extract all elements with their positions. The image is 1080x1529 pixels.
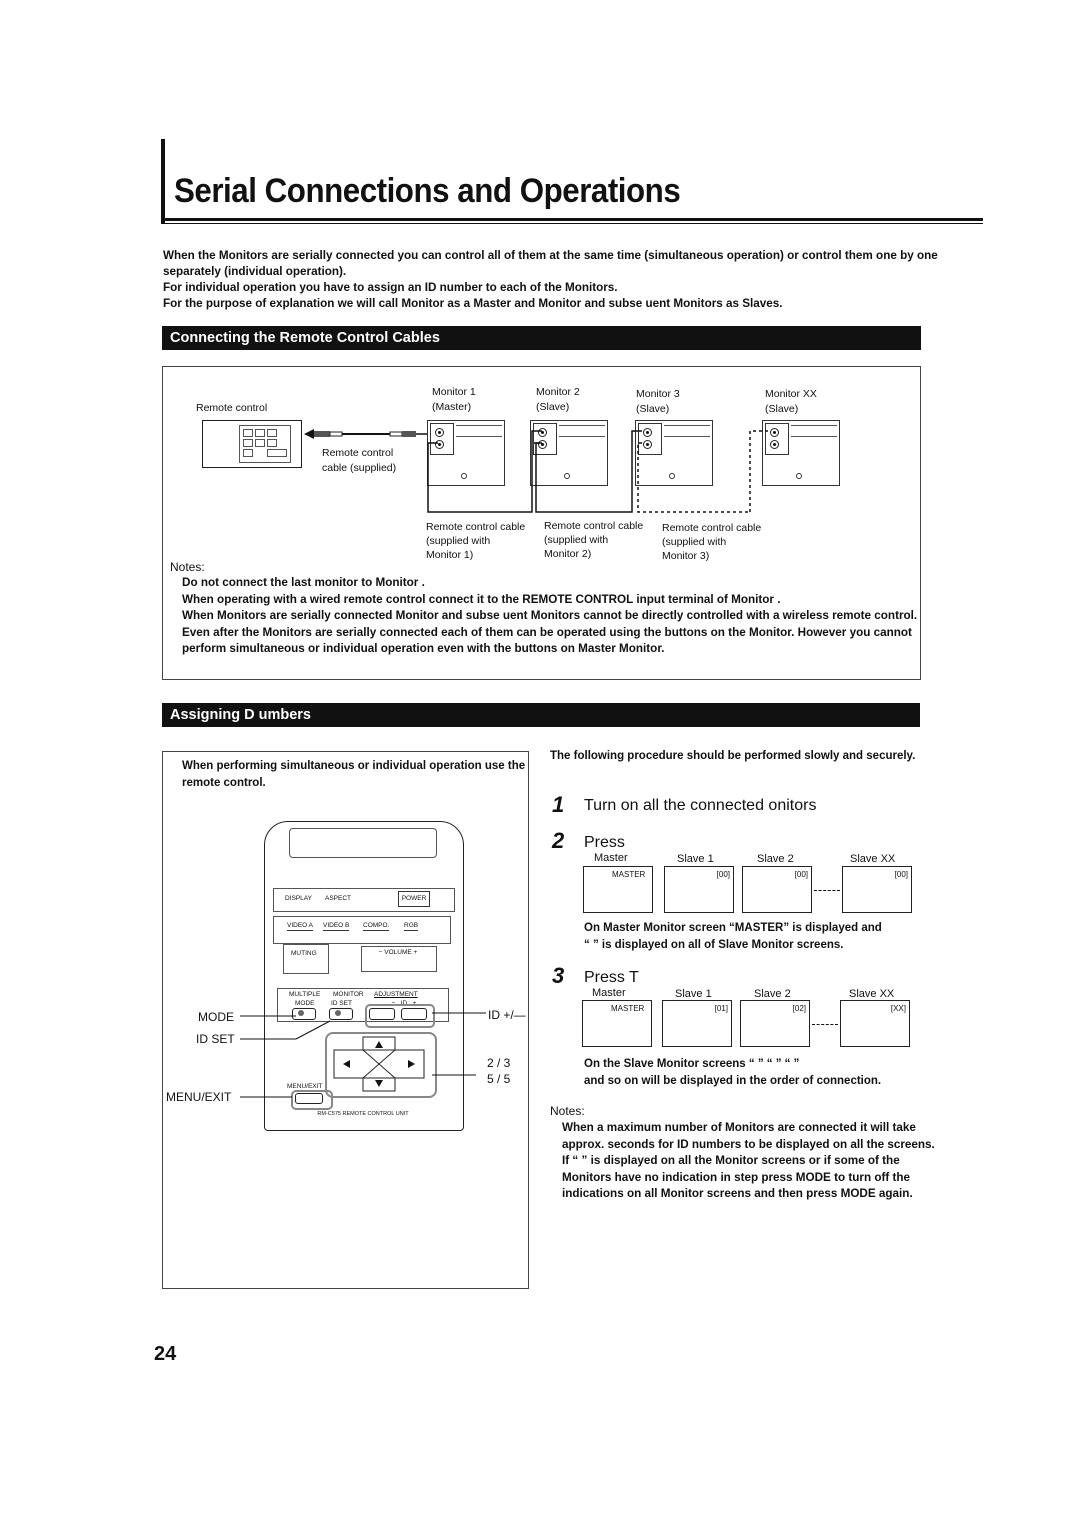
procedure-intro: The following procedure should be performed slowly and securely. — [550, 750, 916, 762]
slave-screen: [02] — [740, 1000, 810, 1047]
assigning-notes — [562, 1120, 947, 1203]
section-heading-connecting: Connecting the Remote Control Cables — [162, 326, 921, 350]
remote-control-drawing — [202, 420, 302, 468]
id-button-label: − ID + — [391, 1000, 417, 1007]
step-text: Press — [584, 834, 625, 851]
menu-exit-callout: MENU/EXIT — [166, 1090, 232, 1104]
slave-screen: [00] — [664, 866, 734, 913]
id-set-callout: ID SET — [196, 1032, 235, 1046]
intro-text — [163, 248, 983, 312]
note-item: Even after the Monitors are serially connected each of them can be operated using the buttons on the Monitor. However you cannot perform simultaneous or individual operation even with the buttons on Master Monitor. — [182, 625, 912, 655]
intro-line: For the purpose of explanation we will call Monitor as a Master and Monitor and subse uent Monitors as Slaves. — [163, 297, 783, 310]
monitor-1-role: (Master) — [432, 401, 472, 413]
slave-screen: [01] — [662, 1000, 732, 1047]
screen-label-slave2: Slave 2 — [757, 853, 794, 865]
screen-label-slave1: Slave 1 — [677, 853, 714, 865]
section-heading-assigning: Assigning D umbers — [162, 703, 920, 727]
monitor-2-role: (Slave) — [536, 401, 570, 413]
group-label-multiple: MULTIPLE — [289, 991, 321, 998]
cable-label: cable (supplied) — [322, 462, 397, 474]
slave-screen: [XX] — [840, 1000, 910, 1047]
monitor-3-label: Monitor 3 — [636, 388, 680, 400]
monitor-2-label: Monitor 2 — [536, 386, 580, 398]
note-item: When a maximum number of Monitors are connected it will take approx. seconds for ID numbers to be displayed on all the screens. — [562, 1121, 935, 1151]
step-text: Press T — [584, 969, 639, 986]
muting-button[interactable]: MUTING — [291, 950, 317, 957]
title-accent-bar — [161, 139, 165, 223]
daisy-chain-cables — [420, 420, 840, 520]
screen-label-master: Master — [594, 852, 628, 864]
title-rule-thin — [161, 223, 983, 224]
title-rule — [161, 218, 983, 221]
compo-button[interactable]: COMPO. — [363, 922, 390, 929]
step-number: 2 — [552, 828, 565, 853]
master-screen: MASTER — [583, 866, 653, 913]
mode-callout: MODE — [198, 1010, 234, 1024]
screen-label-slavexx: Slave XX — [850, 853, 896, 865]
cable-caption: Remote control cable (supplied with Monitor 1) — [426, 521, 526, 561]
slave-screen: [00] — [742, 866, 812, 913]
screen-label-slave2: Slave 2 — [754, 988, 791, 1000]
dashed-separator — [814, 890, 840, 891]
step3-description: On the Slave Monitor screens “ ” “ ” “ ” and so on will be displayed in the order of connection. — [584, 1058, 882, 1087]
step-number: 1 — [552, 792, 565, 817]
mode-button-label: MODE — [295, 1000, 315, 1007]
power-button[interactable]: POWER — [398, 891, 430, 907]
step2-description: On Master Monitor screen “MASTER” is displayed and “ ” is displayed on all of Slave Monitor screens. — [584, 922, 882, 951]
remote-control-label: Remote control — [196, 402, 268, 414]
group-label-adjustment: ADJUSTMENT — [374, 991, 418, 998]
screen-label-slave1: Slave 1 — [675, 988, 712, 1000]
notes-title: Notes: — [170, 560, 205, 574]
group-label-monitor: MONITOR — [333, 991, 364, 998]
monitor-xx-label: Monitor XX — [765, 388, 817, 400]
slave-screen: [00] — [842, 866, 912, 913]
note-item: Do not connect the last monitor to Monitor . — [182, 576, 425, 589]
monitor-1-label: Monitor 1 — [432, 386, 476, 398]
display-button[interactable]: DISPLAY — [285, 895, 312, 902]
video-a-button[interactable]: VIDEO A — [287, 922, 314, 929]
cable-caption: Remote control cable (supplied with Monitor 2) — [544, 520, 644, 560]
volume-buttons[interactable]: − VOLUME + — [378, 949, 418, 956]
monitor-xx-role: (Slave) — [765, 403, 799, 415]
notes-title: Notes: — [550, 1104, 585, 1118]
aspect-button[interactable]: ASPECT — [325, 895, 352, 902]
note-item: When operating with a wired remote control connect it to the REMOTE CONTROL input terminal of Monitor . — [182, 592, 781, 606]
page-title: Serial Connections and Operations — [174, 172, 681, 210]
master-screen: MASTER — [582, 1000, 652, 1047]
intro-line: When the Monitors are serially connected you can control all of them at the same time (simultaneous operation) or control them one by one separately (individual operation). — [163, 249, 938, 278]
note-item: When Monitors are serially connected Monitor and subse uent Monitors cannot be directly controlled with a wireless remote control. — [182, 609, 918, 622]
step-number: 3 — [552, 963, 565, 988]
arrow-callout-left-right: 5 / 5 — [487, 1072, 511, 1086]
arrow-callout-up-down: 2 / 3 — [487, 1056, 511, 1070]
cable-caption: Remote control cable (supplied with Monitor 3) — [662, 522, 762, 562]
connection-notes — [182, 575, 942, 658]
remote-model-label: RM-C575 REMOTE CONTROL UNIT — [317, 1111, 409, 1117]
step-text: Turn on all the connected onitors — [584, 797, 817, 814]
remote-usage-note: When performing simultaneous or individual operation use the remote control. — [182, 760, 526, 789]
video-b-button[interactable]: VIDEO B — [323, 922, 350, 929]
note-item: If “ ” is displayed on all the Monitor screens or if some of the Monitors have no indication in step press MODE to turn off the indications on all Monitor screens and then press MODE again. — [562, 1154, 913, 1200]
id-set-button-label: ID SET — [331, 1000, 352, 1007]
screen-label-master: Master — [592, 987, 626, 999]
monitor-3-role: (Slave) — [636, 403, 670, 415]
menu-exit-button-label: MENU/EXIT — [287, 1083, 323, 1090]
page-number: 24 — [154, 1343, 177, 1365]
id-plus-minus-callout: ID +/— — [488, 1008, 526, 1022]
intro-line: For individual operation you have to assign an ID number to each of the Monitors. — [163, 281, 618, 294]
dashed-separator — [812, 1024, 838, 1025]
cable-label: Remote control — [322, 447, 394, 459]
screen-label-slavexx: Slave XX — [849, 988, 895, 1000]
rgb-button[interactable]: RGB — [404, 922, 419, 929]
